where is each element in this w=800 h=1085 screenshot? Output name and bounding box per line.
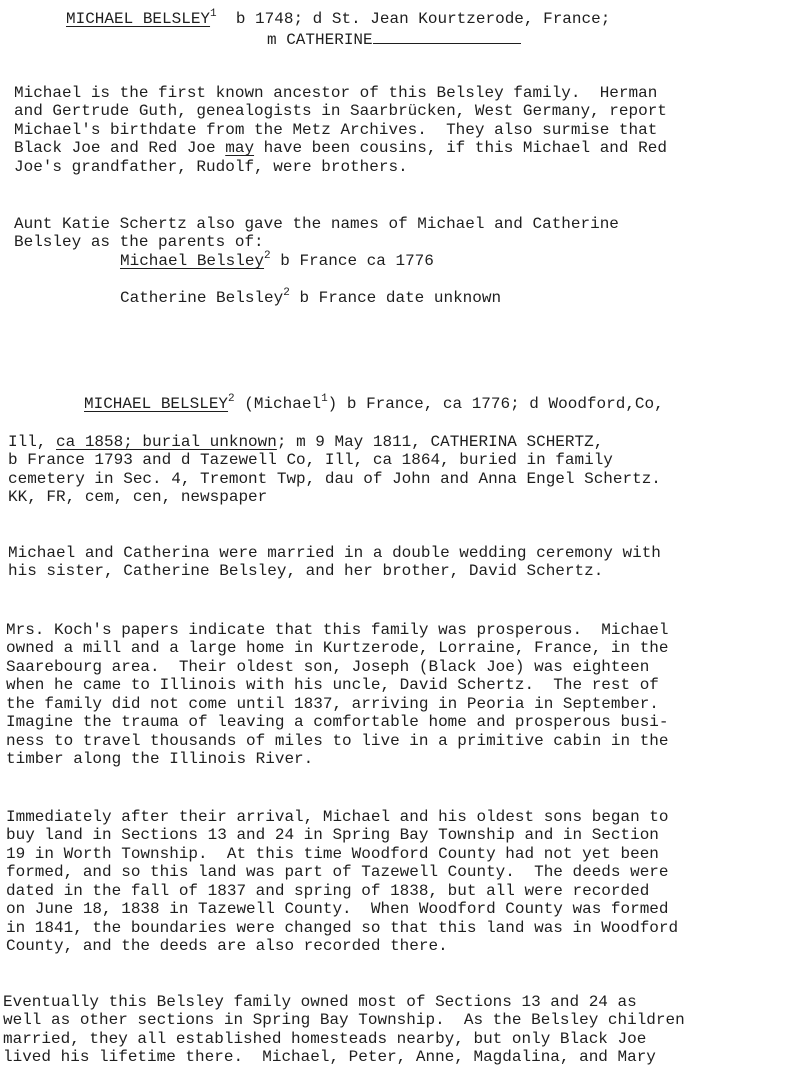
text-line: Ill, ca 1858; burial unknown; m 9 May 1811, CATHERINA SCHERTZ, [8,432,604,451]
text-line: Mrs. Koch's papers indicate that this family was prosperous. Michael [6,620,669,639]
text-line: County, and the deeds are also recorded there. [6,937,448,955]
text-line: Michael's birthdate from the Metz Archives. They also surmise that [14,120,658,139]
paragraph-michael-ancestor [14,65,667,195]
child-name: Michael Belsley [120,252,265,270]
text-line: the family did not come until 1837, arriving in Peoria in September. [6,694,659,713]
text-line: dated in the fall of 1837 and spring of 1838, but all were recorded [6,881,650,900]
text-line: when he came to Illinois with his uncle, David Schertz. The rest of [6,676,659,694]
entry2-death-burial: ca 1858; burial unknown [56,432,277,451]
child-name: Catherine Belsley [120,289,284,307]
text-line: Imagine the trauma of leaving a comfortable home and prosperous busi- [6,713,669,731]
entry1-heading-line1 [66,10,610,29]
text-line: KK, FR, cem, cen, newspaper [8,488,268,506]
text-line: his sister, Catherine Belsley, and her brother, David Schertz. [8,562,604,580]
child-michael: Michael Belsley$^2$ b France ca 1776 [120,250,434,270]
text-line: Black Joe and Red Joe may have been cousins, if this Michael and Red [14,139,667,157]
entry1-generation: 1 [210,8,217,20]
text-line: Eventually this Belsley family owned most of Sections 13 and 24 as [3,992,637,1011]
blank-line [373,29,521,44]
text-line: Aunt Katie Schertz also gave the names of Michael and Catherine [14,214,619,233]
text-line: 19 in Worth Township. At this time Woodford County had not yet been [6,844,659,863]
text-line: formed, and so this land was part of Tazewell County. The deeds were [6,863,669,881]
parent-generation: 1 [321,393,328,405]
entry1-marriage: m CATHERINE [267,31,373,49]
paragraph-koch-papers [6,602,669,787]
text-line: Belsley as the parents of: [14,233,264,251]
text-line: timber along the Illinois River. [6,750,314,768]
entry1-vitals: b 1748; d St. Jean Kourtzerode, France; [235,10,611,28]
entry2-heading-line1: MICHAEL BELSLEY$^2$ (Michael$^1$) b France, ca 1776; d Woodford,Co, [84,393,664,413]
text-line: b France 1793 and d Tazewell Co, Ill, ca 1864, buried in family [8,451,613,469]
entry1-heading-line2 [267,29,521,50]
paragraph-double-wedding [8,525,661,599]
text-line: Michael and Catherina were married in a double wedding ceremony with [8,543,661,562]
entry2-generation: 2 [228,393,235,405]
child-generation: 2 [283,287,290,299]
text-line: lived his lifetime there. Michael, Peter, Anne, Magdalina, and Mary [3,1048,656,1066]
child-generation: 2 [264,250,271,262]
text-line: ness to travel thousands of miles to live in a primitive cabin in the [6,731,669,750]
text-line: on June 18, 1838 in Tazewell County. When Woodford County was formed [6,900,669,918]
entry1-name: MICHAEL BELSLEY [66,10,211,28]
entry2-name: MICHAEL BELSLEY [84,395,229,413]
text-line: well as other sections in Spring Bay Township. As the Belsley children [3,1011,685,1029]
text-line: Saarebourg area. Their oldest son, Joseph (Black Joe) was eighteen [6,657,650,676]
text-line: married, they all established homesteads nearby, but only Black Joe [3,1029,647,1048]
paragraph-land-purchase [6,789,678,974]
text-line: Michael is the first known ancestor of this Belsley family. Herman [14,83,658,102]
text-line: and Gertrude Guth, genealogists in Saarbrücken, West Germany, report [14,102,667,120]
text-line: Joe's grandfather, Rudolf, were brothers. [14,157,408,176]
text-line: cemetery in Sec. 4, Tremont Twp, dau of John and Anna Engel Schertz. [8,469,661,488]
entry2-body [8,414,661,525]
emphasis-may: may [225,139,255,157]
text-line: buy land in Sections 13 and 24 in Spring Bay Township and in Section [6,826,659,844]
paragraph-sections-owned [3,974,685,1085]
text-line: in 1841, the boundaries were changed so that this land was in Woodford [6,918,679,937]
text-line: owned a mill and a large home in Kurtzerode, Lorraine, France, in the [6,639,669,657]
text-line: Immediately after their arrival, Michael and his oldest sons began to [6,807,669,826]
child-catherine: Catherine Belsley$^2$ b France date unknown [120,287,502,307]
